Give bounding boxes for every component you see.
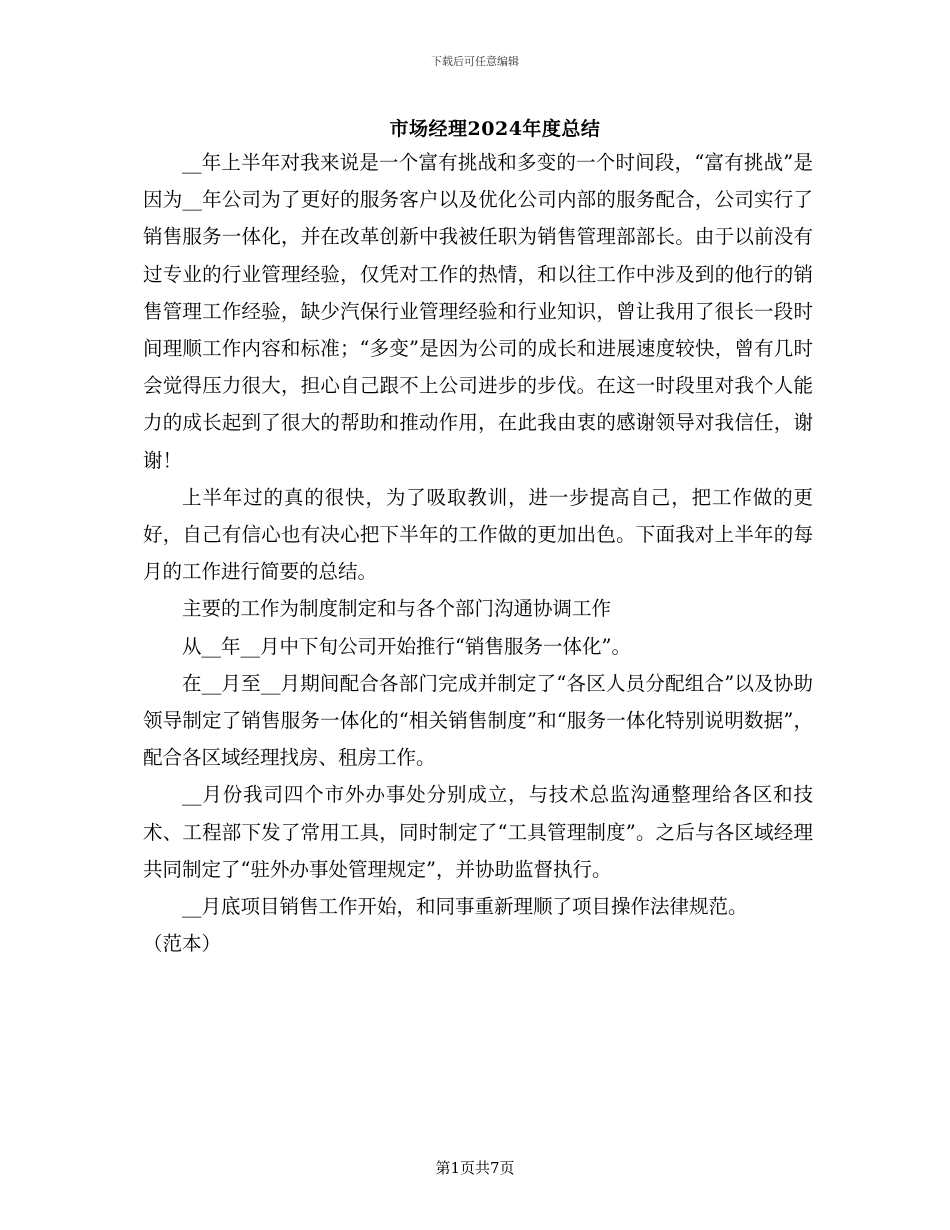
header-note: 下载后可任意编辑 [431, 55, 519, 68]
sample-note: （范本） [143, 932, 222, 956]
paragraph-cooperation: 在__月至__月期间配合各部门完成并制定了“各区人员分配组合”以及协助领导制定了销售服务一体化的“相关销售制度”和“服务一体化特别说明数据”，配合各区域经理找房、租房工作。 [143, 671, 813, 770]
paragraph-plan: 上半年过的真的很快，为了吸取教训，进一步提高自己，把工作做的更好，自己有信心也有决心把下半年的工作做的更加出色。下面我对上半年的每月的工作进行简要的总结。 [143, 485, 813, 584]
page-number: 第1页共7页 [435, 1159, 515, 1177]
paragraph-start: 从__年__月中下旬公司开始推行“销售服务一体化”。 [182, 634, 631, 658]
document-title: 市场经理2024年度总结 [389, 118, 601, 140]
paragraph-project: __月底项目销售工作开始，和同事重新理顺了项目操作法律规范。 [182, 895, 748, 919]
paragraph-main-work: 主要的工作为制度制定和与各个部门沟通协调工作 [182, 597, 612, 621]
paragraph-offices: __月份我司四个市外办事处分别成立，与技术总监沟通整理给各区和技术、工程部下发了常用工具，同时制定了“工具管理制度”。之后与各区域经理共同制定了“驻外办事处管理规定”，并协助监督执行。 [143, 783, 813, 881]
paragraph-intro: __年上半年对我来说是一个富有挑战和多变的一个时间段，“富有挑战”是因为__年公司为了更好的服务客户以及优化公司内部的服务配合，公司实行了销售服务一体化，并在改革创新中我被任职为销售管理部部长。由于以前没有过专业的行业管理经验，仅凭对工作的热情，和以往工作中涉及到的他行的销售管理工作经验，缺少汽保行业管理经验和行业知识，曾让我用了很长一段时间理顺工作内容和标准；“多变”是因为公司的成长和进展速度较快，曾有几时会觉得压力很大，担心自己跟不上公司进步的步伐。在这一时段里对我个人能力的成长起到了很大的帮助和推动作用，在此我由衷的感谢领导对我信任，谢谢！ [143, 151, 813, 472]
document-body [143, 144, 813, 962]
